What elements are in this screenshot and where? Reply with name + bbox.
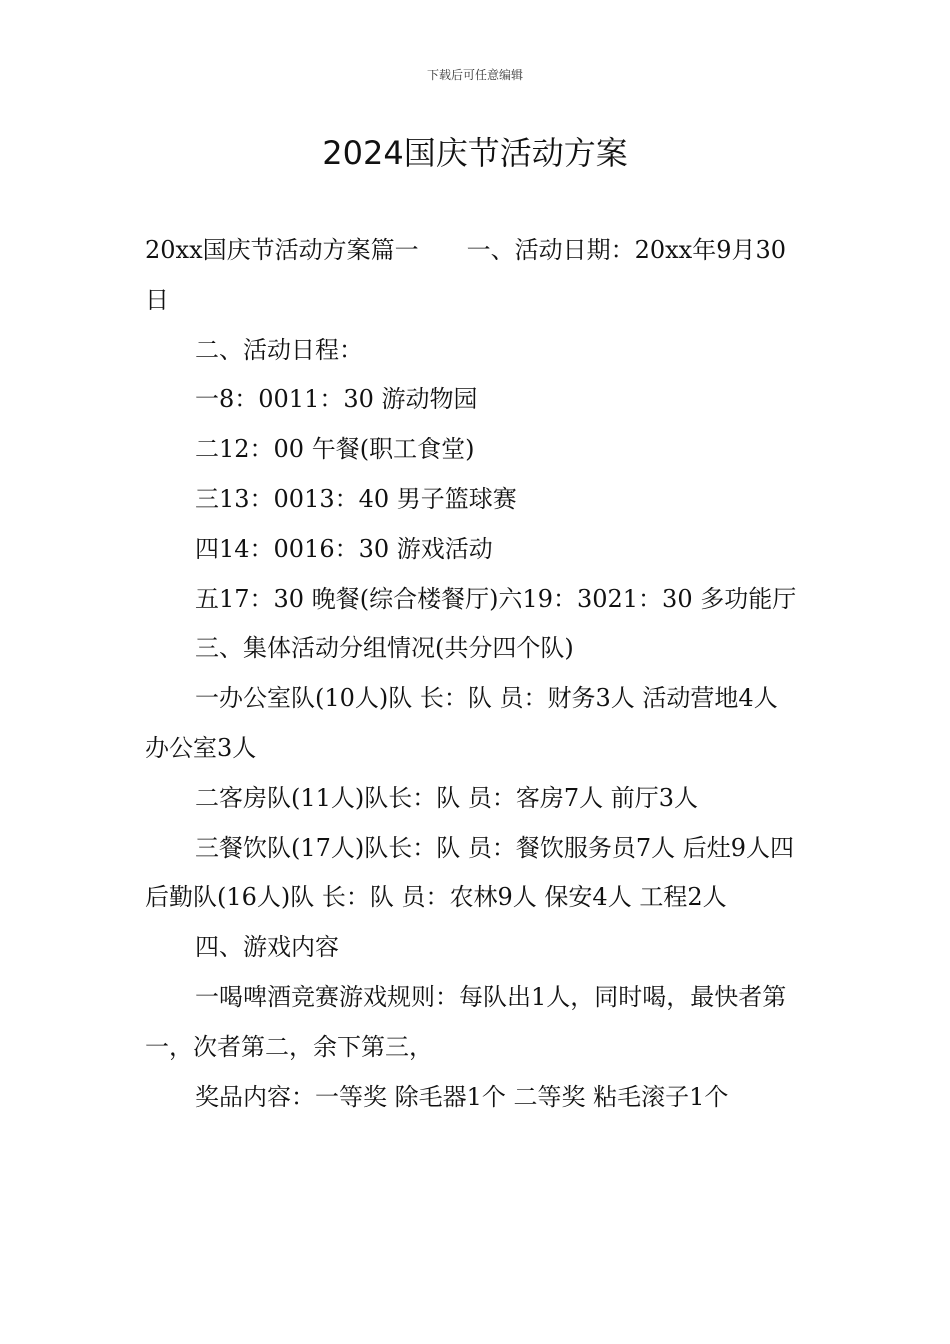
paragraph-schedule-item: 四14：0016：30 游戏活动 xyxy=(195,534,493,563)
document-title: 2024国庆节活动方案 xyxy=(322,134,628,172)
paragraph-schedule-item: 三13：0013：40 男子篮球赛 xyxy=(195,484,517,513)
paragraph-schedule-item: 五17：30 晚餐(综合楼餐厅)六19：3021：30 多功能厅 xyxy=(195,584,797,613)
paragraph-group-item: 三餐饮队(17人)队长：队 员：餐饮服务员7人 后灶9人四后勤队(16人)队 长：队 员：农林9人 保安4人 工程2人 xyxy=(145,833,795,912)
paragraph-prizes: 奖品内容：一等奖 除毛器1个 二等奖 粘毛滚子1个 xyxy=(195,1082,729,1111)
paragraph-group-item: 二客房队(11人)队长：队 员：客房7人 前厅3人 xyxy=(195,783,699,812)
paragraph-games-heading: 四、游戏内容 xyxy=(195,933,339,962)
paragraph-schedule-item: 二12：00 午餐(职工食堂) xyxy=(195,435,475,464)
document-body xyxy=(145,226,807,1122)
paragraph-group-item: 一办公室队(10人)队 长：队 员：财务3人 活动营地4人 办公室3人 xyxy=(145,684,786,762)
header-note: 下载后可任意编辑 xyxy=(426,68,523,82)
paragraph-groups-heading: 三、集体活动分组情况(共分四个队) xyxy=(195,634,574,663)
paragraph-game-rule: 一喝啤酒竞赛游戏规则：每队出1人，同时喝，最快者第一，次者第二，余下第三， xyxy=(145,982,787,1061)
paragraph-schedule-item: 一8：0011：30 游动物园 xyxy=(195,385,478,414)
paragraph-intro: 20xx国庆节活动方案篇一 一、活动日期：20xx年9月30日 xyxy=(145,236,787,314)
paragraph-schedule-heading: 二、活动日程： xyxy=(195,335,363,364)
